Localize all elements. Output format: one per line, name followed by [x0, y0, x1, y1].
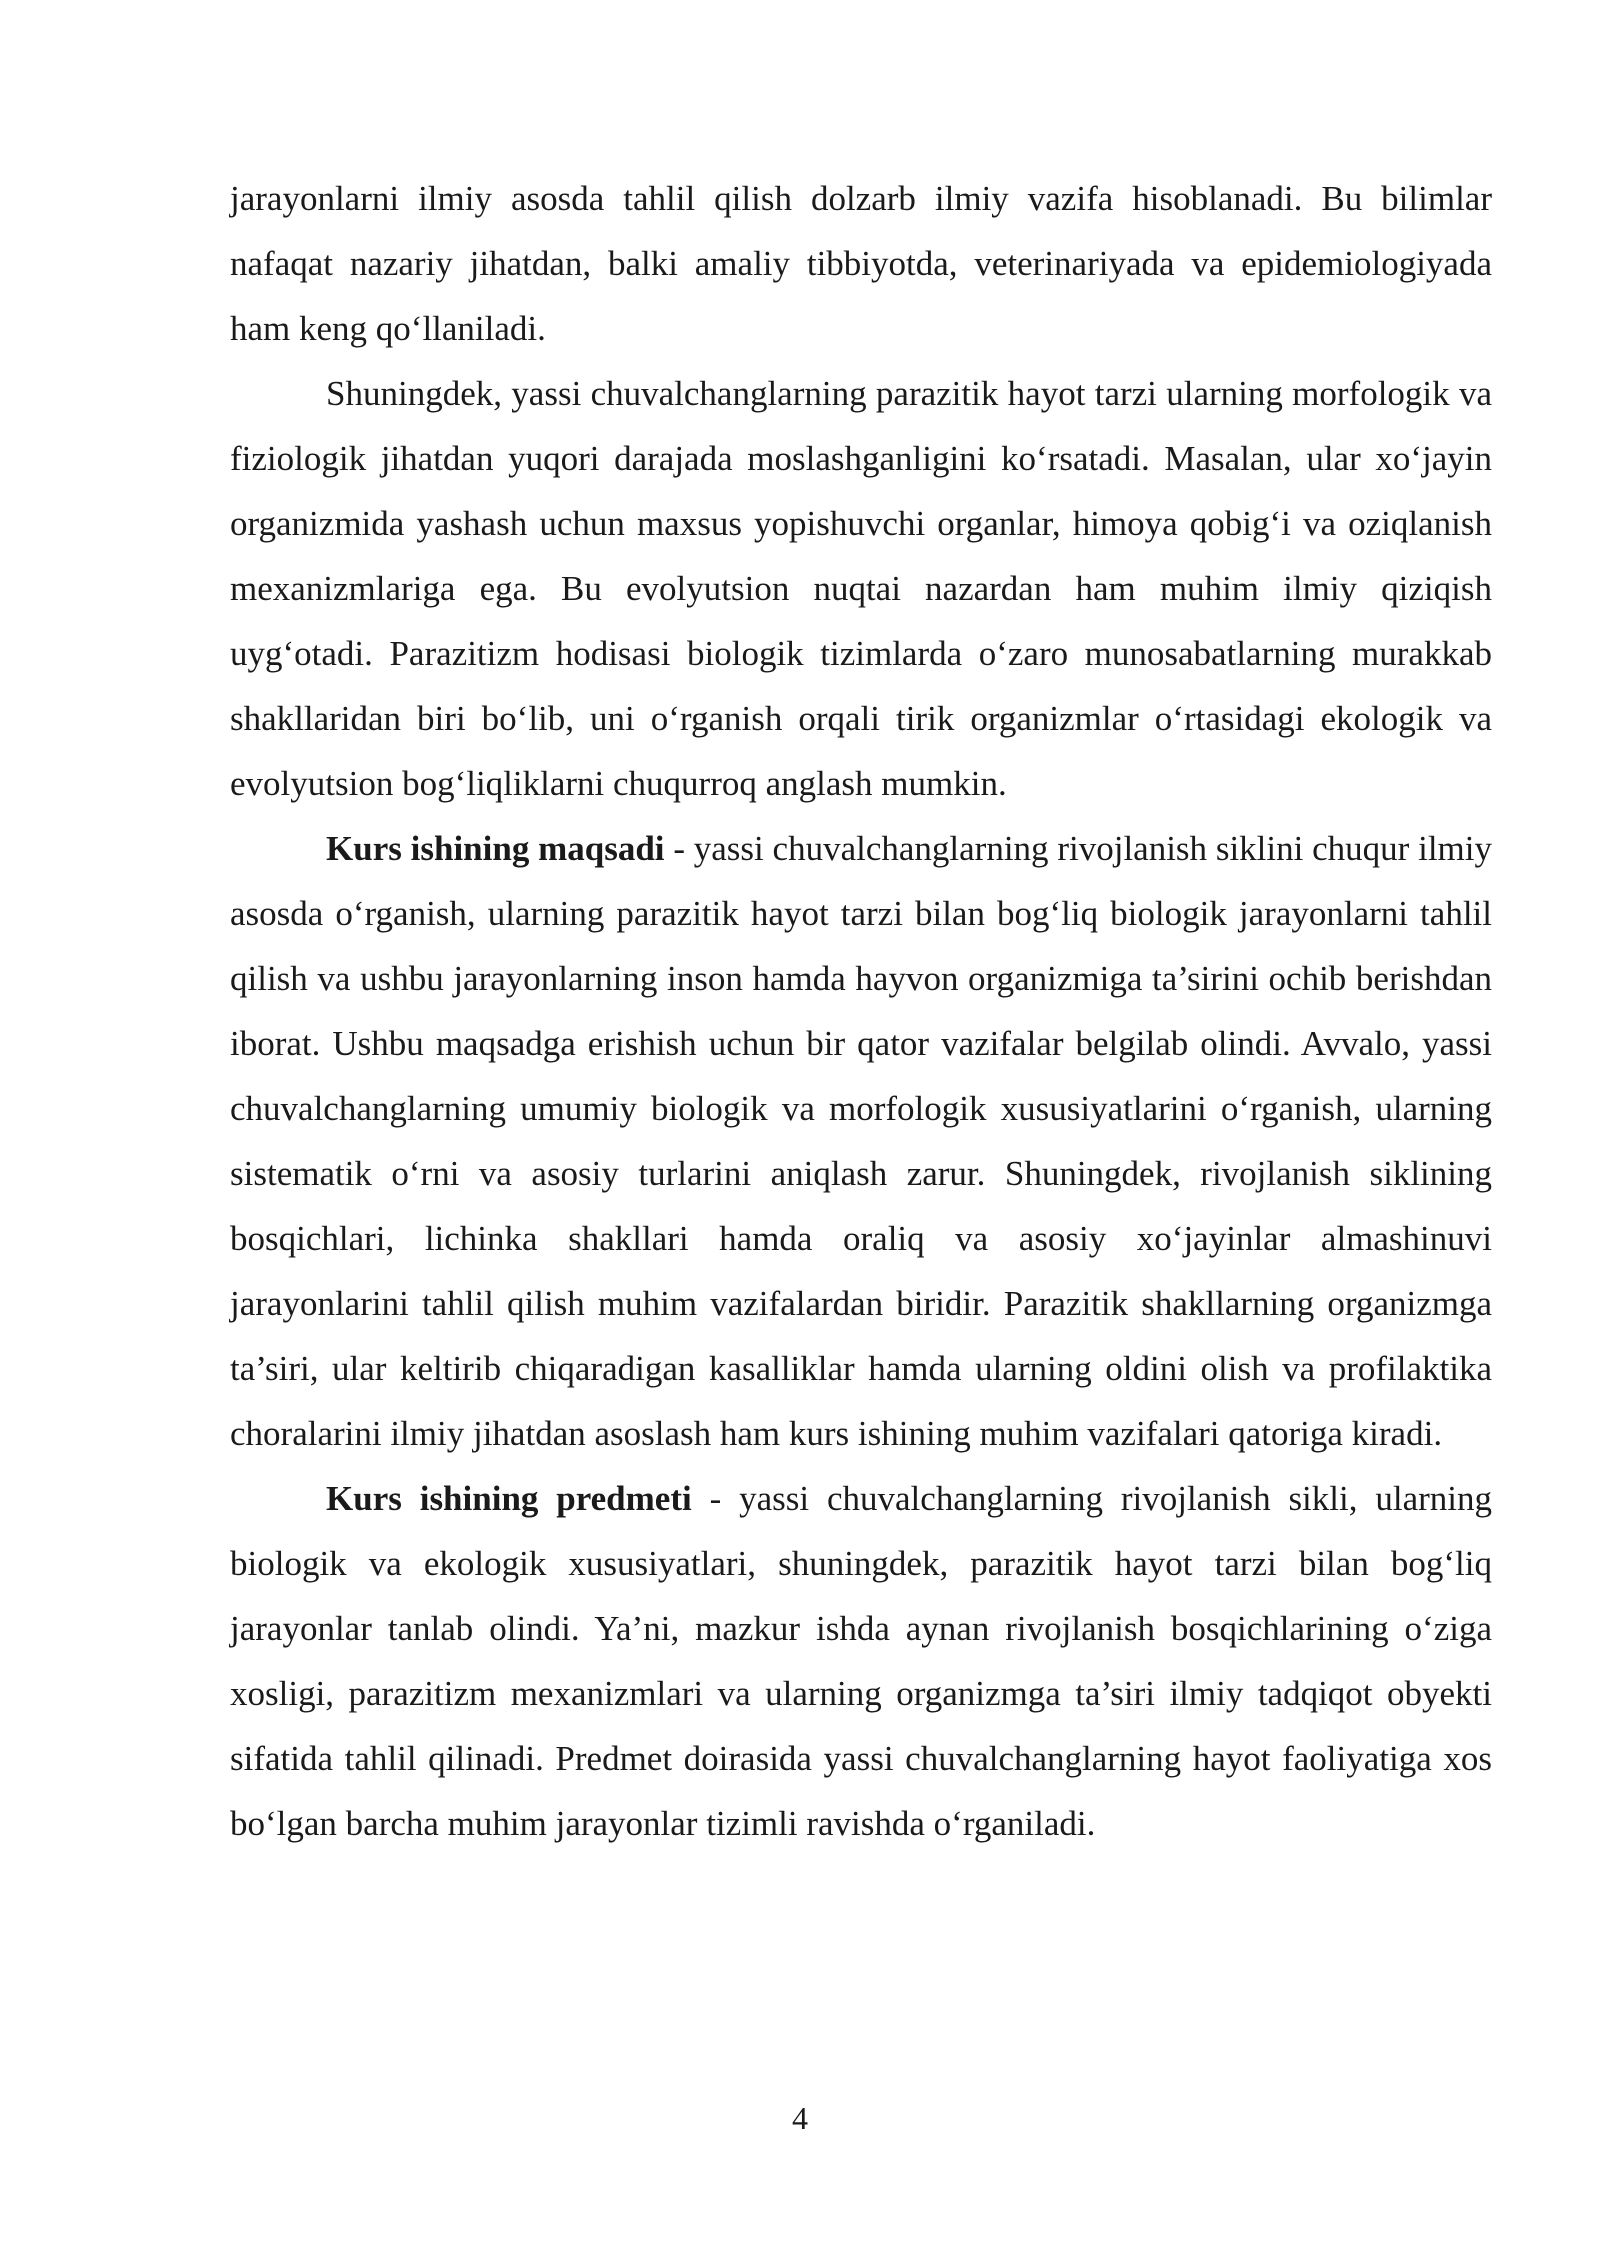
paragraph-course-subject [230, 1466, 1492, 1856]
paragraph-heading-subject: Kurs ishining predmeti [326, 1479, 692, 1518]
paragraph-course-goal [230, 816, 1492, 1466]
page-number: 4 [792, 2100, 808, 2136]
paragraph-continuation [230, 166, 1492, 361]
paragraph-text: jarayonlarni ilmiy asosda tahlil qilish dolzarb ilmiy vazifa hisoblanadi. Bu bilimlar nafaqat nazariy jihatdan, balki amaliy tibbiyotda, veterinariyada va epidemiologiyada ham keng qo‘llaniladi. [230, 179, 1492, 348]
paragraph-heading-goal: Kurs ishining maqsadi [326, 829, 665, 868]
paragraph-parasitism [230, 361, 1492, 816]
paragraph-text: - yassi chuvalchanglarning rivojlanish sikli, ularning biologik va ekologik xususiyatlari, shuningdek, parazitik hayot tarzi bilan bog‘liq jarayonlar tanlab olindi. Ya’ni, mazkur ishda aynan rivojlanish bosqichlarining o‘ziga xosligi, parazitizm mexanizmlari va ularning organizmga ta’siri ilmiy tadqiqot obyekti sifatida tahlil qilinadi. Predmet doirasida yassi chuvalchanglarning hayot faoliyatiga xos bo‘lgan barcha muhim jarayonlar tizimli ravishda o‘rganiladi. [230, 1479, 1492, 1843]
paragraph-text: Shuningdek, yassi chuvalchanglarning parazitik hayot tarzi ularning morfologik va fiziologik jihatdan yuqori darajada moslashganligini ko‘rsatadi. Masalan, ular xo‘jayin organizmida yashash uchun maxsus yopishuvchi organlar, himoya qobig‘i va oziqlanish mexanizmlariga ega. Bu evolyutsion nuqtai nazardan ham muhim ilmiy qiziqish uyg‘otadi. Parazitizm hodisasi biologik tizimlarda o‘zaro munosabatlarning murakkab shakllaridan biri bo‘lib, uni o‘rganish orqali tirik organizmlar o‘rtasidagi ekologik va evolyutsion bog‘liqliklarni chuqurroq anglash mumkin. [230, 374, 1492, 803]
paragraph-text: - yassi chuvalchanglarning rivojlanish siklini chuqur ilmiy asosda o‘rganish, ularning parazitik hayot tarzi bilan bog‘liq biologik jarayonlarni tahlil qilish va ushbu jarayonlarning inson hamda hayvon organizmiga ta’sirini ochib berishdan iborat. Ushbu maqsadga erishish uchun bir qator vazifalar belgilab olindi. Avvalo, yassi chuvalchanglarning umumiy biologik va morfologik xususiyatlarini o‘rganish, ularning sistematik o‘rni va asosiy turlarini aniqlash zarur. Shuningdek, rivojlanish siklining bosqichlari, lichinka shakllari hamda oraliq va asosiy xo‘jayinlar almashinuvi jarayonlarini tahlil qilish muhim vazifalardan biridir. Parazitik shakllarning organizmga ta’siri, ular keltirib chiqaradigan kasalliklar hamda ularning oldini olish va profilaktika choralarini ilmiy jihatdan asoslash ham kurs ishining muhim vazifalari qatoriga kiradi. [230, 829, 1493, 1453]
body-text [230, 166, 1492, 1856]
